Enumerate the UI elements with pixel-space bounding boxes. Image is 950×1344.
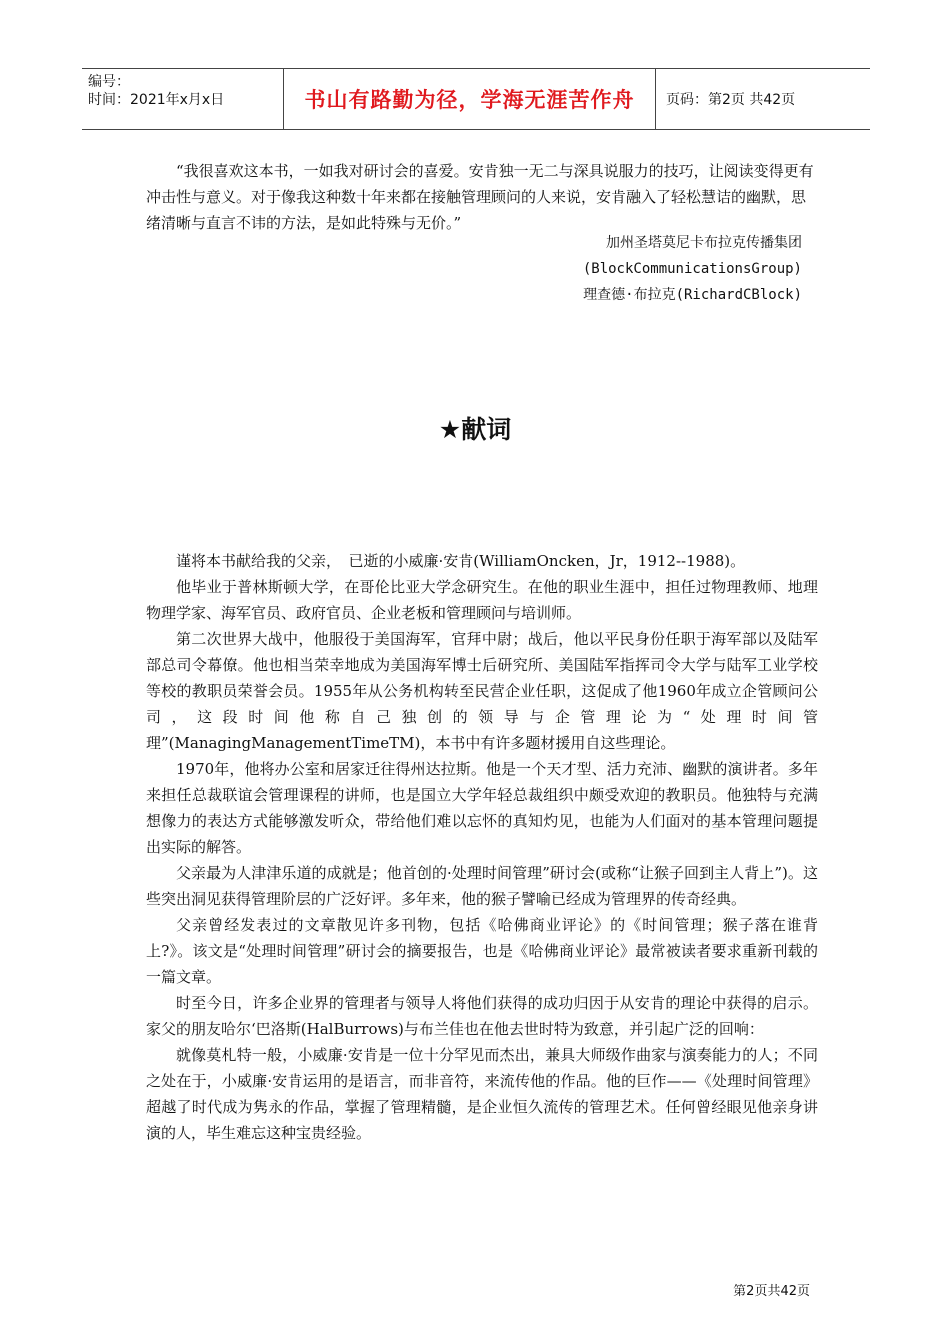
dedication-paragraph: 父亲最为人津津乐道的成就是；他首创的·处理时间管理”研讨会(或称“让猴子回到主人背上”)。这些突出洞见获得管理阶层的广泛好评。多年来，他的猴子譬喻已经成为管理界的传奇经典。 bbox=[146, 864, 818, 908]
dedication-paragraph: 他毕业于普林斯顿大学，在哥伦比亚大学念研究生。在他的职业生涯中，担任过物理教师、地理物理学家、海军官员、政府官员、企业老板和管理顾问与培训师。 bbox=[146, 578, 818, 622]
header-motto: 书山有路勤为径，学海无涯苦作舟 bbox=[284, 69, 656, 129]
serial-label: 编号： bbox=[88, 74, 130, 90]
dedication-paragraph: 第二次世界大战中，他服役于美国海军，官拜中尉；战后，他以平民身份任职于海军部以及陆军部总司令幕僚。他也相当荣幸地成为美国海军博士后研究所、美国陆军指挥司令大学与陆军工业学校等校的教职员荣誉会员。1955年从公务机构转至民营企业任职，这促成了他1960年成立企管顾问公司，这段时间他称自己独创的领导与企管理论为“处理时间管理”(ManagingManagementTimeTM)，本书中有许多题材援用自这些理论。 bbox=[146, 630, 818, 752]
header-meta bbox=[82, 69, 284, 129]
attribution-line-1: 加州圣塔莫尼卡布拉克传播集团 bbox=[606, 235, 802, 251]
dedication-paragraph: 就像莫札特一般，小威廉·安肯是一位十分罕见而杰出，兼具大师级作曲家与演奏能力的人；不同之处在于，小威廉·安肯运用的是语言，而非音符，来流传他的作品。他的巨作——《处理时间管理》超越了时代成为隽永的作品，掌握了管理精髓，是企业恒久流传的管理艺术。任何曾经眼见他亲身讲演的人，毕生难忘这种宝贵经验。 bbox=[146, 1046, 818, 1142]
page-header bbox=[82, 68, 870, 130]
dedication-paragraph: 1970年，他将办公室和居家迁往得州达拉斯。他是一个天才型、活力充沛、幽默的演讲者。多年来担任总裁联谊会管理课程的讲师，也是国立大学年轻总裁组织中颇受欢迎的教职员。他独特与充满想像力的表达方式能够激发听众，带给他们难以忘怀的真知灼见，也能为人们面对的基本管理问题提出实际的解答。 bbox=[146, 760, 818, 856]
time-label: 时间：2021年x月x日 bbox=[88, 92, 225, 108]
dedication-paragraph: 父亲曾经发表过的文章散见许多刊物，包括《哈佛商业评论》的《时间管理；猴子落在谁背上?》。该文是“处理时间管理”研讨会的摘要报告，也是《哈佛商业评论》最常被读者要求重新刊载的一篇文章。 bbox=[146, 916, 818, 986]
endorsement-quote bbox=[146, 158, 816, 236]
attribution-line-2: (BlockCommunicationsGroup) bbox=[582, 261, 802, 277]
header-page-label: 页码：第2页 共42页 bbox=[666, 92, 796, 108]
quote-text: “我很喜欢这本书，一如我对研讨会的喜爱。安肯独一无二与深具说服力的技巧，让阅读变得更有冲击性与意义。对于像我这种数十年来都在接触管理顾问的人来说，安肯融入了轻松慧诘的幽默，思绪清晰与直言不讳的方法，是如此特殊与无价。” bbox=[146, 162, 814, 232]
dedication-paragraph: 时至今日，许多企业界的管理者与领导人将他们获得的成功归因于从安肯的理论中获得的启示。家父的朋友哈尔‘巴洛斯(HalBurrows)与布兰佳也在他去世时特为致意，并引起广泛的回响： bbox=[146, 994, 818, 1038]
attribution-line-3: 理查德·布拉克(RichardCBlock) bbox=[583, 287, 802, 303]
dedication-paragraph: 谨将本书献给我的父亲， 已逝的小威廉·安肯(WilliamOncken，Jr，1912--1988)。 bbox=[176, 552, 746, 570]
dedication-body bbox=[146, 548, 818, 1146]
dedication-title: ★献词 bbox=[438, 415, 512, 444]
page-footer: 第2页共42页 bbox=[733, 1284, 810, 1299]
